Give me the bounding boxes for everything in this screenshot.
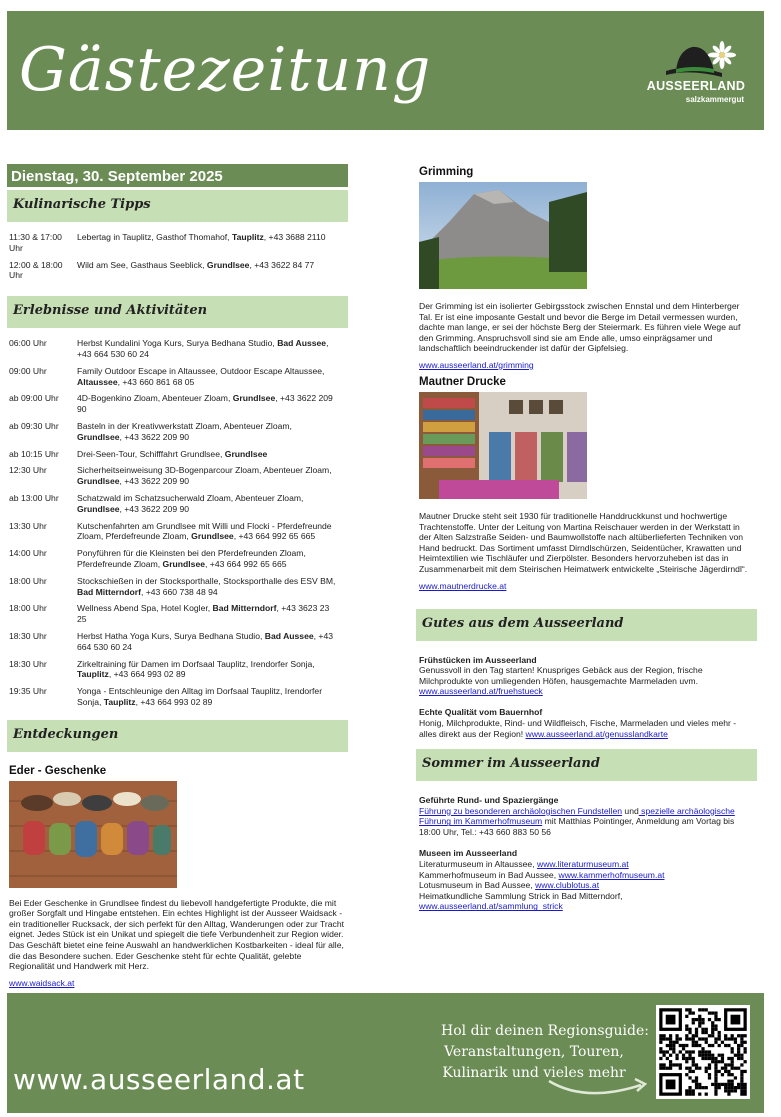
tours-post: mit Matthias Pointinger, Anmeldung am Vortag bis 18:00 Uhr, Tel.: +43 660 883 50 56 xyxy=(419,816,735,837)
kulinarik-event-row xyxy=(7,260,348,282)
museums-list xyxy=(419,859,754,912)
erlebnisse-list xyxy=(7,328,348,720)
grimming-mountain-photo xyxy=(419,182,587,289)
page-title: Gästezeitung xyxy=(19,35,432,105)
event-description: Yonga - Entschleunige den Alltag im Dorfsaal Tauplitz, Irendorfer Sonja, Tauplitz, +43 664 993 02 89 xyxy=(77,686,323,707)
event-time: 18:30 Uhr xyxy=(9,630,47,641)
event-time: 14:00 Uhr xyxy=(9,548,47,559)
event-description: Herbst Hatha Yoga Kurs, Surya Bedhana Studio, Bad Aussee, +43 664 530 60 24 xyxy=(77,630,334,652)
qr-code-icon[interactable] xyxy=(656,1005,750,1099)
erlebnisse-event-row xyxy=(7,603,348,625)
ausseerland-logo xyxy=(646,31,746,111)
event-description: Wild am See, Gasthaus Seeblick, Grundlsee, +43 3622 84 77 xyxy=(77,259,315,270)
erlebnisse-event-row xyxy=(7,366,348,388)
event-description: Stockschießen in der Stocksporthalle, Stocksporthalle des ESV BM, Bad Mitterndorf, +43 660 738 48 94 xyxy=(77,575,336,597)
mautner-text: Mautner Drucke steht seit 1930 für traditionelle Handdruckkunst und hochwertige Trachtenstoffe. Unter der Leitung von Martina Reischauer werden in der Werkstatt in der Alten Salzstraße Seiden- und Baumwollstoffe nach altüberlieferten Techniken von Hand bedruckt. Das Sortiment umfasst Dirndlschürzen, Seidentücher, Krawatten und Heimtextilien wie Tischläufer und Zierpölster. Besonders hervorzuheben ist das in Zusammenarbeit mit dem Steirischen Heimatwerk entwickelte „Steirische Jägerdirndl“. xyxy=(419,510,748,574)
kulinarik-event-row xyxy=(7,232,348,254)
erlebnisse-event-row xyxy=(7,338,348,360)
event-description: Wellness Abend Spa, Hotel Kogler, Bad Mitterndorf, +43 3623 23 25 xyxy=(77,603,330,625)
tours-title: Geführte Rund- und Spaziergänge xyxy=(419,795,559,806)
tours-mid: und xyxy=(622,805,639,816)
logo-subtitle: salzkammergut xyxy=(685,95,744,104)
eder-text: Bei Eder Geschenke in Grundlsee findest du liebevoll handgefertigte Produkte, die mit großer Sorgfalt und Hingabe entstehen. Ein echtes Highlight ist der Ausseer Waidsack - ein traditioneller Rucksack, der sich perfekt für den Alltag, Wanderungen oder zur Tracht eignet. Jedes Stück ist ein Unikat und spiegelt die tiefe Verbundenheit zur Region wider. Das Geschäft bietet eine feine Auswahl an handwerklichen Kostbarkeiten - ideal für alle, die das Besondere suchen. Eder Geschenke steht für echte Qualität, gelebte Regionalität und Handwerk mit Herz. xyxy=(9,897,345,972)
event-time: 11:30 & 17:00 Uhr xyxy=(9,232,62,253)
erlebnisse-event-row xyxy=(7,548,348,570)
left-column xyxy=(7,164,348,988)
event-description: 4D-Bogenkino Zloam, Abenteuer Zloam, Grundlsee, +43 3622 209 90 xyxy=(77,393,333,415)
event-time: ab 13:00 Uhr xyxy=(9,492,59,503)
erlebnisse-event-row xyxy=(7,659,348,681)
museum-link[interactable]: www.literaturmuseum.at xyxy=(536,859,629,870)
right-column xyxy=(416,164,757,918)
logo-name: AUSSEERLAND xyxy=(646,79,746,93)
event-time: 06:00 Uhr xyxy=(9,338,47,349)
date-heading: Dienstag, 30. September 2025 xyxy=(7,164,348,187)
event-description: Zirkeltraining für Damen im Dorfsaal Tauplitz, Irendorfer Sonja, Tauplitz, +43 664 993 02 89 xyxy=(77,658,315,680)
fruehstueck-title: Frühstücken im Ausseerland xyxy=(419,654,537,665)
gutes-content xyxy=(416,641,757,740)
mautner-article xyxy=(416,370,757,591)
sommer-content xyxy=(416,781,757,912)
mautner-link[interactable]: www.mautnerdrucke.at xyxy=(419,580,507,591)
erlebnisse-event-row xyxy=(7,493,348,515)
bauernhof-text-body: Honig, Milchprodukte, Rind- und Wildfleisch, Fische, Marmeladen und vieles mehr - alles direkt aus der Region! xyxy=(419,717,737,739)
fruehstueck-link[interactable]: www.ausseerland.at/fruehstueck xyxy=(419,686,543,697)
genusslandkarte-link[interactable]: www.ausseerland.at/genusslandkarte xyxy=(525,728,668,739)
event-time: 12:30 Uhr xyxy=(9,465,47,476)
event-time: 13:30 Uhr xyxy=(9,520,47,531)
event-time: ab 10:15 Uhr xyxy=(9,448,59,459)
hat-edelweiss-icon xyxy=(660,37,740,81)
eder-link[interactable]: www.waidsack.at xyxy=(9,977,75,988)
erlebnisse-event-row xyxy=(7,465,348,487)
tours-text xyxy=(419,806,754,838)
footer-banner xyxy=(7,993,764,1113)
section-kulinarik-heading: Kulinarische Tipps xyxy=(7,190,348,222)
erlebnisse-event-row xyxy=(7,521,348,543)
erlebnisse-event-row xyxy=(7,393,348,415)
footer-url[interactable]: www.ausseerland.at xyxy=(13,1063,305,1096)
erlebnisse-event-row xyxy=(7,686,348,708)
museum-item: Kammerhofmuseum in Bad Aussee, www.kammerhofmuseum.at xyxy=(419,869,665,880)
bauernhof-text xyxy=(419,718,754,739)
tours-kammerhof-link[interactable]: spezielle archäologische Führung im Kammerhofmuseum xyxy=(419,805,735,827)
header-banner xyxy=(7,11,764,130)
event-time: 18:30 Uhr xyxy=(9,658,47,669)
section-entdeckungen-heading: Entdeckungen xyxy=(7,720,348,752)
event-description: Herbst Kundalini Yoga Kurs, Surya Bedhana Studio, Bad Aussee, +43 664 530 60 24 xyxy=(77,338,329,359)
event-time: 18:00 Uhr xyxy=(9,603,47,614)
museum-link[interactable]: www.ausseerland.at/sammlung_strick xyxy=(419,901,563,912)
eder-hats-photo xyxy=(9,781,177,888)
event-description: Ponyführen für die Kleinsten bei den Pferdefreunden Zloam, Pferdefreunde Zloam, Grundlsee, +43 664 992 65 665 xyxy=(77,548,306,569)
event-description: Schatzwald im Schatzsucherwald Zloam, Abenteuer Zloam, Grundlsee, +43 3622 209 90 xyxy=(77,492,304,514)
grimming-text: Der Grimming ist ein isolierter Gebirgsstock zwischen Ennstal und dem Hinterberger Tal. Er ist eine imposante Gestalt und bevor die Berge im Detail vermessen wurden, dachte man lange, er sei der höchste Berg der Steiermark. Es führen viele Wege auf den Grimming. Anspruchsvoll sind sie am Ende alle, umso einprägsamer und landschaftlich beeindruckender ist dafür der Gipfelsieg. xyxy=(419,301,741,354)
event-description: Basteln in der Kreativwerkstatt Zloam, Abenteuer Zloam, Grundlsee, +43 3622 209 90 xyxy=(77,420,292,442)
museum-link[interactable]: www.clublotus.at xyxy=(535,880,600,891)
event-time: 19:35 Uhr xyxy=(9,686,47,697)
event-description: Kutschenfahrten am Grundlsee mit Willi und Flocki - Pferdefreunde Zloam, Pferdefreunde Zloam, Grundlsee, +43 664 992 65 665 xyxy=(77,520,332,542)
erlebnisse-event-row xyxy=(7,631,348,653)
museum-link[interactable]: www.kammerhofmuseum.at xyxy=(558,869,665,880)
erlebnisse-event-row xyxy=(7,421,348,443)
mautner-title: Mautner Drucke xyxy=(419,375,506,388)
eder-title: Eder - Geschenke xyxy=(9,764,107,777)
tours-fundstellen-link[interactable]: Führung zu besonderen archäologischen Fundstellen xyxy=(419,805,623,816)
fruehstueck-text: Genussvoll in den Tag starten! Knuspriges Gebäck aus der Region, frische Milchprodukte von umliegenden Höfen, hausgemachte Marmeladen uvm. xyxy=(419,665,703,686)
event-description: Sicherheitseinweisung 3D-Bogenparcour Zloam, Abenteuer Zloam, Grundlsee, +43 3622 209 90 xyxy=(77,465,332,487)
mautner-fabrics-photo xyxy=(419,392,587,499)
section-erlebnisse-heading: Erlebnisse und Aktivitäten xyxy=(7,296,348,328)
erlebnisse-event-row xyxy=(7,576,348,598)
grimming-link[interactable]: www.ausseerland.at/grimming xyxy=(419,359,534,370)
event-time: 18:00 Uhr xyxy=(9,575,47,586)
museum-item: Literaturmuseum in Altaussee, www.literaturmuseum.at xyxy=(419,859,629,870)
kulinarik-list xyxy=(7,222,348,293)
event-time: ab 09:00 Uhr xyxy=(9,393,59,404)
museum-item: Lotusmuseum in Bad Aussee, www.clublotus.at xyxy=(419,880,600,891)
grimming-title: Grimming xyxy=(419,166,474,178)
event-description: Drei-Seen-Tour, Schifffahrt Grundlsee, Grundlsee xyxy=(77,448,268,459)
museum-item: Heimatkundliche Sammlung Strick in Bad Mitterndorf, www.ausseerland.at/sammlung_strick xyxy=(419,890,623,912)
guide-line-1: Hol dir deinen Regionsguide: xyxy=(441,1023,649,1039)
section-sommer-heading: Sommer im Ausseerland xyxy=(416,749,757,781)
event-time: 12:00 & 18:00 Uhr xyxy=(9,259,63,281)
section-gutes-heading: Gutes aus dem Ausseerland xyxy=(416,609,757,641)
event-description: Family Outdoor Escape in Altaussee, Outdoor Escape Altaussee, Altaussee, +43 660 861 68 05 xyxy=(77,365,325,387)
arrow-icon xyxy=(545,1071,655,1101)
bauernhof-title: Echte Qualität vom Bauernhof xyxy=(419,707,543,718)
guide-line-2: Veranstaltungen, Touren, xyxy=(444,1044,624,1060)
event-time: ab 09:30 Uhr xyxy=(9,420,59,431)
event-time: 09:00 Uhr xyxy=(9,365,47,376)
erlebnisse-event-row xyxy=(7,449,348,460)
event-description: Lebertag in Tauplitz, Gasthof Thomahof, Tauplitz, +43 3688 2110 xyxy=(77,232,326,242)
guide-line-3: Kulinarik und vieles mehr xyxy=(442,1065,626,1081)
museums-title: Museen im Ausseerland xyxy=(419,848,518,859)
entdeckungen-content xyxy=(7,752,348,988)
grimming-article xyxy=(416,164,757,370)
